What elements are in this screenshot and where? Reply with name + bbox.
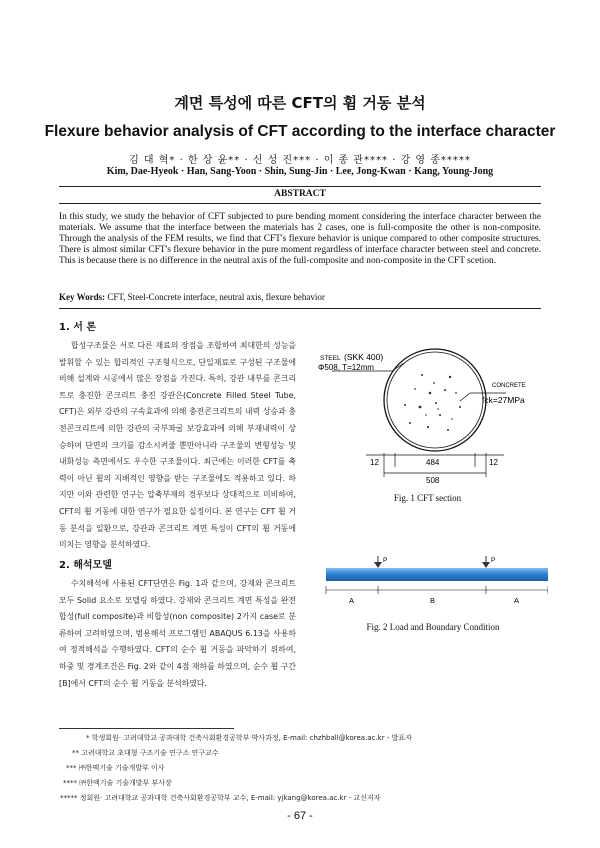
keywords xyxy=(59,292,541,302)
keywords-label: Key Words: xyxy=(59,292,106,302)
footnote-2: ** 고려대학교 초대형 구조기술 연구소 연구교수 xyxy=(72,749,219,757)
paper-title-korean: 계면 특성에 따른 CFT의 휨 거동 분석 xyxy=(174,94,426,112)
footnote-4: **** ㈜한맥기술 기술개발부 부사장 xyxy=(63,779,172,787)
footnote-3: *** ㈜한맥기술 기술개발부 이사 xyxy=(66,764,165,772)
authors-english: Kim, Dae-Hyeok · Han, Sang-Yoon · Shin, Sung-Jin · Lee, Jong-Kwan · Kang, Young-Jong xyxy=(106,166,494,177)
section-2-paragraph: 수치해석에 사용된 CFT단면은 Fig. 1과 같으며, 강재와 콘크리트 모두 Solid 요소로 모델링 하였다. 강재와 콘크리트 계면 특성을 완전 합성(full composite)과 비합성(non composite) 2가지 case로 분류하여 고려하였으며, 범용해석 프로그램인 ABAQUS 6.13을 사용하여 정적해석을 수행하였다. CFT의 순수 휨 거동을 파악하기 위하여, 하중 및 경계조건은 Fig. 2와 같이 4점 재하를 하였으며, 순수 휨 구간[B]에서 CFT의 순수 휨 거동을 분석하였다. xyxy=(59,579,296,688)
fig1-concrete-label: CONCRETE xyxy=(492,383,526,389)
section-2-body xyxy=(59,576,296,692)
fig2-load-right: P xyxy=(491,557,496,564)
abstract-heading-rule xyxy=(59,203,541,204)
section-2-title: 2. 해석모델 xyxy=(59,560,112,571)
cft-beam xyxy=(326,568,548,581)
fig1-dim-total: 508 xyxy=(426,476,440,485)
section-1-title: 1. 서 론 xyxy=(59,322,97,333)
section-1-body xyxy=(59,338,296,554)
fig1-dimensions: Φ508, T=12mm xyxy=(318,363,374,372)
fig1-dim-right: 12 xyxy=(489,458,498,467)
fig2-load-left: P xyxy=(383,557,388,564)
fig2-span-b: B xyxy=(430,596,436,605)
keywords-text: CFT, Steel-Concrete interface, neutral axis, flexure behavior xyxy=(105,292,325,302)
footnote-5: ***** 정회원· 고려대학교 공과대학 건축사회환경공학부 교수, E-mail: yjkang@korea.ac.kr - 교신저자 xyxy=(60,794,381,802)
abstract-text: In this study, we study the behavior of CFT subjected to pure bending moment considering the interface character between the materials. We assume that the interface between the materials has 2 cases, one is full-composite the other is non-composite. Through the analysis of the FEM results, we find that CFT's flexure behavior is unique compared to other composite structures. There is almost similar CFT's flexure behavior in the pure moment regardless of interface character between steel and concrete. This is because there is no difference in the neutral axis of the full-composite and non-composite in the CFT scetion. xyxy=(59,212,541,266)
fig2-span-a-right: A xyxy=(514,596,520,605)
fig1-caption: Fig. 1 CFT section xyxy=(393,493,462,503)
footnote-1: * 학생회원· 고려대학교 공과대학 건축사회환경공학부 박사과정, E-mail: chzhball@korea.ac.kr - 발표자 xyxy=(86,734,412,742)
authors-korean: 김 대 혁* · 한 상 윤** · 신 성 진*** · 이 종 관**** · 강 영 종***** xyxy=(129,155,471,166)
abstract-heading: ABSTRACT xyxy=(274,189,326,199)
fig1-concrete-spec: fck=27MPa xyxy=(482,395,525,405)
page-number: - 67 - xyxy=(287,810,313,822)
fig1-dim-mid: 484 xyxy=(426,458,440,467)
fig2-span-a-left: A xyxy=(349,596,355,605)
fig2-caption: Fig. 2 Load and Boundary Condition xyxy=(366,622,500,632)
keywords-rule xyxy=(59,308,541,309)
fig1-steel-label: STEEL xyxy=(320,355,341,362)
paper-title-english: Flexure behavior analysis of CFT according to the interface character xyxy=(44,123,556,140)
fig1-dim-left: 12 xyxy=(370,458,379,467)
steel-tube-inner xyxy=(387,352,483,448)
footnote-rule xyxy=(59,728,234,729)
fig1-cft-section xyxy=(310,345,545,495)
steel-tube-outer xyxy=(384,349,486,451)
abstract-top-rule xyxy=(59,186,541,187)
fig2-load-boundary xyxy=(318,553,548,608)
section-1-paragraph: 합성구조물은 서로 다른 재료의 장점을 조합하여 최대한의 성능을 발휘할 수 있는 합리적인 구조형식으로, 단일재료로 구성된 구조물에 비해 설계와 시공에서 많은 장점을 가진다. 특히, 강관 내부를 콘크리트로 충진한 콘크리트 충진 강관은(Concrete Filled Steel Tube, CFT)은 외부 강관의 구속효과에 의해 충전콘크리트의 내력 상승과 충전콘크리트에 의한 강관의 국부좌굴 보강효과에 의해 부재내력이 상승하여 단면의 크기를 감소시켜줄 뿐만아니라 구조물의 변형성능 및 내화성능 측면에서도 우수한 구조물이다. 최근에는 이러한 CFT를 축력이 아닌 휨의 지배적인 영향을 받는 구조물에도 적용하고 있다. 하지만 이와 관련한 연구는 압축부재의 경우보다 상대적으로 미비하여, CFT의 휨 거동에 대한 연구가 필요한 실정이다. 본 연구는 CFT 휨 거동 분석을 일환으로, 강관과 콘크리트 계면 특성이 CFT의 휨 거동에 미치는 영향을 분석하였다. xyxy=(59,341,296,550)
fig1-steel-spec: (SKK 400) xyxy=(344,352,384,362)
concrete-aggregate xyxy=(404,374,461,431)
